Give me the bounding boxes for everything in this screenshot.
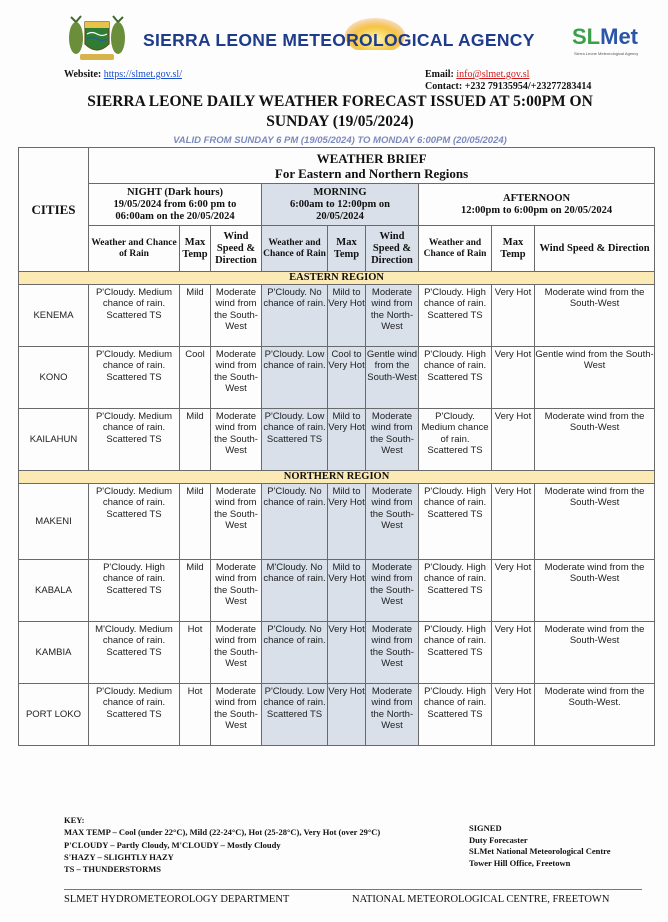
afternoon-weather-cell: P'Cloudy. Medium chance of rain. Scattered TS [419, 409, 492, 471]
forecast-table [18, 147, 655, 746]
email-link[interactable]: info@slmet.gov.sl [456, 69, 530, 80]
night-temp-cell: Mild [180, 409, 211, 471]
forecast-title [60, 92, 620, 132]
subheader-wind: Wind Speed & Direction [535, 226, 655, 272]
morning-weather-cell: P'Cloudy. Low chance of rain. [262, 347, 328, 409]
night-wind-cell: Moderate wind from the South-West [211, 347, 262, 409]
footer-department: SLMET HYDROMETEOROLOGY DEPARTMENT [64, 894, 290, 905]
morning-weather-cell: M'Cloudy. No chance of rain. [262, 560, 328, 622]
morning-temp-cell: Very Hot [328, 622, 366, 684]
night-weather-cell: P'Cloudy. Medium chance of rain. Scattered TS [89, 347, 180, 409]
coat-of-arms-icon [66, 14, 128, 64]
signature-line: Tower Hill Office, Freetown [469, 857, 571, 868]
email-line [425, 69, 529, 80]
subheader-wind: Wind Speed & Direction [211, 226, 262, 272]
period-time: 06:00am on the 20/05/2024 [115, 210, 235, 222]
slmet-logo: SLMet [572, 24, 639, 49]
key-line: MAX TEMP – Cool (under 22°C), Mild (22-24°C), Hot (25-28°C), Very Hot (over 29°C) [64, 827, 381, 838]
period-name: NIGHT (Dark hours) [126, 186, 224, 198]
night-temp-cell: Mild [180, 285, 211, 347]
morning-weather-cell: P'Cloudy. No chance of rain. [262, 622, 328, 684]
afternoon-temp-cell: Very Hot [492, 347, 535, 409]
subheader-temp: Max Temp [328, 226, 366, 272]
afternoon-wind-cell: Moderate wind from the South-West. [535, 684, 655, 746]
morning-temp-cell: Mild to Very Hot [328, 285, 366, 347]
night-weather-cell: P'Cloudy. Medium chance of rain. Scattered TS [89, 409, 180, 471]
night-wind-cell: Moderate wind from the South-West [211, 684, 262, 746]
night-temp-cell: Mild [180, 560, 211, 622]
afternoon-weather-cell: P'Cloudy. High chance of rain. Scattered TS [419, 684, 492, 746]
period-time: 6:00am to 12:00pm on [289, 198, 391, 210]
night-temp-cell: Hot [180, 622, 211, 684]
night-temp-cell: Hot [180, 684, 211, 746]
region-name: NORTHERN REGION [19, 471, 655, 484]
afternoon-weather-cell: P'Cloudy. High chance of rain. Scattered TS [419, 484, 492, 560]
subheader-temp: Max Temp [492, 226, 535, 272]
morning-wind-cell: Moderate wind from the North-West [366, 684, 419, 746]
city-row [19, 622, 655, 684]
afternoon-temp-cell: Very Hot [492, 285, 535, 347]
afternoon-temp-cell: Very Hot [492, 409, 535, 471]
morning-wind-cell: Gentle wind from the South-West [366, 347, 419, 409]
cities-header: CITIES [31, 202, 76, 217]
afternoon-temp-cell: Very Hot [492, 560, 535, 622]
afternoon-temp-cell: Very Hot [492, 684, 535, 746]
city-row [19, 560, 655, 622]
period-afternoon-header [419, 184, 655, 226]
morning-weather-cell: P'Cloudy. No chance of rain. [262, 484, 328, 560]
night-wind-cell: Moderate wind from the South-West [211, 622, 262, 684]
signature-block [469, 823, 611, 869]
morning-weather-cell: P'Cloudy. Low chance of rain. Scattered TS [262, 409, 328, 471]
city-row [19, 484, 655, 560]
night-wind-cell: Moderate wind from the South-West [211, 409, 262, 471]
city-name: PORT LOKO [19, 684, 89, 746]
city-name: KAMBIA [19, 622, 89, 684]
afternoon-weather-cell: P'Cloudy. High chance of rain. Scattered TS [419, 285, 492, 347]
morning-temp-cell: Very Hot [328, 684, 366, 746]
period-time: 12:00pm to 6:00pm on 20/05/2024 [461, 204, 613, 216]
period-night-header [89, 184, 262, 226]
email-label: Email: [425, 69, 454, 80]
city-row [19, 409, 655, 471]
night-weather-cell: P'Cloudy. Medium chance of rain. Scattered TS [89, 285, 180, 347]
region-band [19, 272, 655, 285]
afternoon-weather-cell: P'Cloudy. High chance of rain. Scattered TS [419, 347, 492, 409]
subheader-temp: Max Temp [180, 226, 211, 272]
contact-line: Contact: +232 79135954/+23277283414 [425, 81, 592, 92]
morning-wind-cell: Moderate wind from the North-West [366, 285, 419, 347]
afternoon-wind-cell: Moderate wind from the South-West [535, 560, 655, 622]
page-header [0, 0, 668, 70]
signature-line: SIGNED [469, 823, 502, 833]
validity-period: VALID FROM SUNDAY 6 PM (19/05/2024) TO MONDAY 6:00PM (20/05/2024) [173, 135, 507, 146]
morning-wind-cell: Moderate wind from the South-West [366, 409, 419, 471]
night-weather-cell: P'Cloudy. Medium chance of rain. Scattered TS [89, 484, 180, 560]
cities-header-cell [19, 148, 89, 272]
agency-name: SIERRA LEONE METEOROLOGICAL AGENCY [143, 30, 535, 50]
afternoon-weather-cell: P'Cloudy. High chance of rain. Scattered TS [419, 560, 492, 622]
forecast-title-line2: SUNDAY (19/05/2024) [266, 113, 414, 130]
morning-wind-cell: Moderate wind from the South-West [366, 622, 419, 684]
website-line [64, 69, 182, 80]
key-line: S'HAZY – SLIGHTLY HAZY [64, 851, 174, 862]
afternoon-wind-cell: Moderate wind from the South-West [535, 622, 655, 684]
footer-divider [64, 889, 642, 890]
city-name: KONO [19, 347, 89, 409]
city-name: KAILAHUN [19, 409, 89, 471]
period-time: 19/05/2024 from 6:00 pm to [113, 198, 237, 210]
forecast-title-line1: SIERRA LEONE DAILY WEATHER FORECAST ISSUED AT 5:00PM ON [87, 93, 593, 110]
afternoon-wind-cell: Moderate wind from the South-West [535, 285, 655, 347]
afternoon-wind-cell: Moderate wind from the South-West [535, 484, 655, 560]
key-line: TS – THUNDERSTORMS [64, 864, 161, 875]
city-row [19, 684, 655, 746]
website-label: Website: [64, 69, 102, 80]
morning-wind-cell: Moderate wind from the South-West [366, 560, 419, 622]
subheader-weather: Weather and Chance of Rain [262, 226, 328, 272]
morning-temp-cell: Mild to Very Hot [328, 560, 366, 622]
signature-line: SLMet National Meteorological Centre [469, 846, 611, 856]
afternoon-temp-cell: Very Hot [492, 622, 535, 684]
slmet-logo-subtext: Sierra Leone Meteorological Agency [574, 51, 639, 56]
night-weather-cell: P'Cloudy. Medium chance of rain. Scattered TS [89, 684, 180, 746]
signature-line: Duty Forecaster [469, 834, 528, 845]
night-temp-cell: Cool [180, 347, 211, 409]
night-wind-cell: Moderate wind from the South-West [211, 484, 262, 560]
morning-temp-cell: Mild to Very Hot [328, 409, 366, 471]
night-weather-cell: M'Cloudy. Medium chance of rain. Scattered TS [89, 622, 180, 684]
afternoon-wind-cell: Gentle wind from the South-West [535, 347, 655, 409]
morning-temp-cell: Mild to Very Hot [328, 484, 366, 560]
afternoon-weather-cell: P'Cloudy. High chance of rain. Scattered TS [419, 622, 492, 684]
morning-temp-cell: Cool to Very Hot [328, 347, 366, 409]
night-weather-cell: P'Cloudy. High chance of rain. Scattered TS [89, 560, 180, 622]
morning-weather-cell: P'Cloudy. Low chance of rain. Scattered TS [262, 684, 328, 746]
period-name: AFTERNOON [503, 192, 571, 204]
night-wind-cell: Moderate wind from the South-West [211, 285, 262, 347]
website-link[interactable]: https://slmet.gov.sl/ [103, 69, 182, 80]
weather-brief-header [89, 148, 655, 184]
afternoon-wind-cell: Moderate wind from the South-West [535, 409, 655, 471]
region-band [19, 471, 655, 484]
brief-subtitle: For Eastern and Northern Regions [274, 165, 469, 181]
period-morning-header [262, 184, 419, 226]
subheader-weather: Weather and Chance of Rain [89, 226, 180, 272]
subheader-weather: Weather and Chance of Rain [419, 226, 492, 272]
footer-centre: NATIONAL METEOROLOGICAL CENTRE, FREETOWN [352, 894, 610, 905]
city-name: MAKENI [19, 484, 89, 560]
morning-weather-cell: P'Cloudy. No chance of rain. [262, 285, 328, 347]
subheader-wind: Wind Speed & Direction [366, 226, 419, 272]
city-row [19, 285, 655, 347]
column-subheaders [19, 226, 655, 272]
key-title: KEY: [64, 815, 85, 825]
brief-title: WEATHER BRIEF [316, 150, 427, 166]
region-name: EASTERN REGION [19, 272, 655, 285]
night-wind-cell: Moderate wind from the South-West [211, 560, 262, 622]
period-time: 20/05/2024 [316, 210, 364, 222]
afternoon-temp-cell: Very Hot [492, 484, 535, 560]
city-name: KENEMA [19, 285, 89, 347]
city-row [19, 347, 655, 409]
key-line: P'CLOUDY – Partly Cloudy, M'CLOUDY – Mostly Cloudy [64, 839, 281, 850]
city-name: KABALA [19, 560, 89, 622]
morning-wind-cell: Moderate wind from the South-West [366, 484, 419, 560]
night-temp-cell: Mild [180, 484, 211, 560]
period-name: MORNING [313, 186, 367, 198]
legend-key [64, 814, 380, 875]
